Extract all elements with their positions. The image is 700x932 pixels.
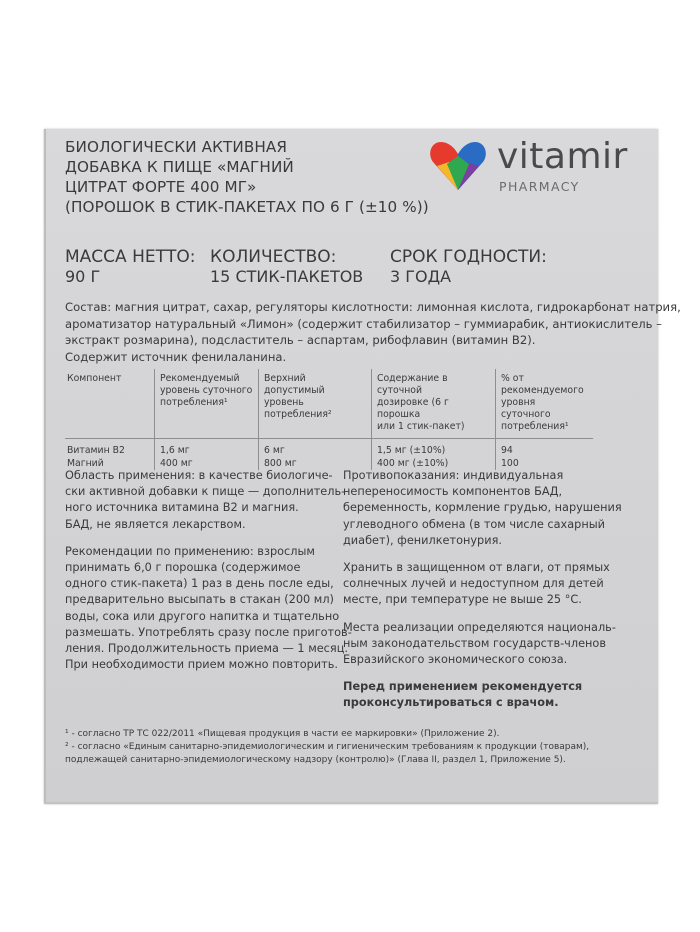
table-cell: Витамин В2 Магний [67,445,125,469]
table-header-cell: Рекомендуемый уровень суточного потребления¹ [155,369,259,439]
spec-net-weight [65,247,195,287]
contraindications-paragraph: Противопоказания: индивидуальная непереносимость компонентов БАД, беременность, кормление грудью, нарушения углеводного обмена (в том числе сахарный диабет), фенилкетонурия. [343,469,622,547]
product-title [65,137,465,217]
composition [65,299,681,365]
right-column [343,468,643,723]
usage-label: Рекомендации по применению: [65,544,254,558]
footnote: ¹ - согласно ТР ТС 022/2011 «Пищевая продукция в части ее маркировки» (Приложение 2). [65,729,500,739]
panel-edge-left [44,129,46,804]
panel-edge-bottom [44,802,658,804]
spec-label: КОЛИЧЕСТВО: [210,247,337,267]
spec-quantity [210,247,363,287]
composition-line: экстракт розмарина), подсластитель – аспартам, рибофлавин (витамин В2). [65,333,536,347]
doctor-warning: Перед применением рекомендуется проконсультироваться с врачом. [343,680,583,710]
logo-subtitle: PHARMACY [499,179,580,194]
title-line: (ПОРОШОК В СТИК-ПАКЕТАХ ПО 6 Г (±10 %)) [65,198,429,216]
package-panel [44,129,681,804]
table-header-cell: Компонент [65,369,155,439]
table-header-cell: % от рекомендуемого уровня суточного потребления¹ [496,369,594,439]
table-header-cell: Верхний допустимый уровень потребления² [259,369,372,439]
composition-line: Состав: магния цитрат, сахар, регуляторы кислотности: лимонная кислота, гидрокарбонат натрия, [65,300,681,314]
spec-value: 15 СТИК-ПАКЕТОВ [210,267,364,286]
composition-line: ароматизатор натуральный «Лимон» (содержит стабилизатор – гуммиарабик, антиокислитель – [65,316,662,331]
table-header-cell: Содержание в суточной дозировке (6 г порошка или 1 стик-пакет) [372,369,496,439]
sales-label: Места реализации [343,620,454,634]
left-column [65,468,350,684]
logo-wordmark: vitamir [497,136,628,177]
title-line: БИОЛОГИЧЕСКИ АКТИВНАЯ [65,138,288,156]
spec-label: СРОК ГОДНОСТИ: [390,247,547,267]
table-cell: 1,5 мг (±10%) 400 мг (±10%) [372,439,496,471]
heart-logo-icon [427,140,489,196]
table-cell: 94 100 [496,439,594,471]
composition-line: Содержит источник фенилаланина. [65,349,287,364]
nutrition-table [65,369,593,470]
title-line: ЦИТРАТ ФОРТЕ 400 МГ» [65,178,257,196]
brand-logo [427,136,652,194]
title-line: ДОБАВКА К ПИЩЕ «МАГНИЙ [65,158,294,176]
table-cell: 1,6 мг 400 мг [155,439,259,471]
area-label: Область применения: [65,469,196,482]
spec-shelf-life [390,247,547,287]
spec-label: МАССА НЕТТО: [65,247,196,267]
storage-label: Хранить [343,561,393,575]
sales-paragraph: Места реализации определяются националь- ным законодательством государств-членов Евразийского экономического союза. [343,620,616,667]
contraindications-label: Противопоказания: [343,469,460,482]
usage-paragraph: Рекомендации по применению: взрослым принимать 6,0 г порошка (содержимое одного стик-пакета) 1 раз в день после еды, предварительно высыпать в стакан (200 мл) воды, сока или другого напитка и тщательно размешать. Употреблять сразу после приготов- ления. Продолжительность приема — 1 месяц. При необходимости прием можно повторить. [65,544,352,672]
storage-paragraph: Хранить в защищенном от влаги, от прямых солнечных лучей и недоступном для детей месте, при температуре не выше 25 °С. [343,561,610,607]
spec-value: 3 ГОДА [390,267,452,286]
footnotes [65,728,655,767]
table-cell: 6 мг 800 мг [259,439,372,471]
area-paragraph: Область применения: в качестве биологиче- ски активной добавки к пище — дополнитель- ного источника витамина В2 и магния. БАД, не является лекарством. [65,469,346,531]
footnote: ² - согласно «Единым санитарно-эпидемиологическим и гигиеническим требованиям к продукции (товарам), [65,742,590,752]
spec-value: 90 Г [65,267,101,286]
table-header-row [65,369,593,439]
footnote: подлежащей санитарно-эпидемиологическому надзору (контролю)» (Глава II, раздел 1, Приложение 5). [65,755,566,765]
table-row [65,439,593,471]
